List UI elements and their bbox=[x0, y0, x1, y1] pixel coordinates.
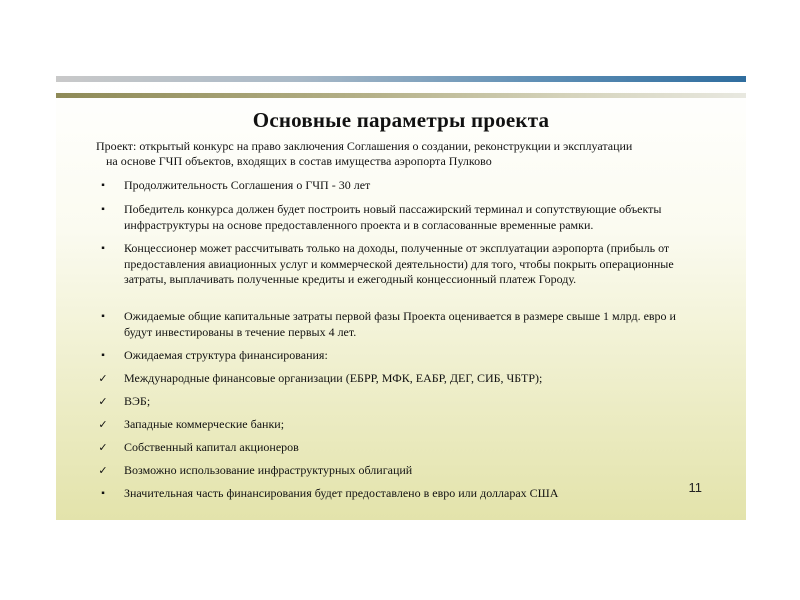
list-item-text: Западные коммерческие банки; bbox=[124, 417, 285, 431]
intro-line-1: Проект: открытый конкурс на право заключения Соглашения о создании, реконструкции и эксплуатации bbox=[96, 139, 633, 153]
list-item-text: Концессионер может рассчитывать только на доходы, полученные от эксплуатации аэропорта (прибыль от предоставления авиационных услуг и коммерческой деятельности) для того, чтобы покрыть операционные затраты, выплачивать полученные кредиты и ежегодный концессионный платеж Городу. bbox=[124, 241, 674, 286]
list-item-text: Ожидаемые общие капитальные затраты первой фазы Проекта оценивается в размере свыше 1 млрд. евро и будут инвестированы в течение первых 4 лет. bbox=[124, 309, 676, 339]
list-item-text: ВЭБ; bbox=[124, 394, 151, 408]
checkmark-icon: ✓ bbox=[98, 418, 108, 431]
bullet-icon: ▪ bbox=[101, 204, 105, 215]
project-intro bbox=[96, 139, 726, 169]
bullet-icon: ▪ bbox=[101, 243, 105, 254]
list-item bbox=[96, 371, 696, 387]
top-accent-bar bbox=[56, 76, 746, 82]
list-item bbox=[96, 417, 696, 433]
presentation-slide bbox=[56, 76, 746, 520]
list-item-text: Ожидаемая структура финансирования: bbox=[124, 348, 328, 362]
bullet-icon: ▪ bbox=[101, 350, 105, 361]
list-item bbox=[96, 394, 696, 410]
bullet-icon: ▪ bbox=[101, 488, 105, 499]
list-item-text: Продолжительность Соглашения о ГЧП - 30 лет bbox=[124, 178, 371, 192]
list-item bbox=[96, 178, 696, 194]
checkmark-icon: ✓ bbox=[98, 372, 108, 385]
list-item-text: Собственный капитал акционеров bbox=[124, 440, 299, 454]
checkmark-icon: ✓ bbox=[98, 441, 108, 454]
slide-title: Основные параметры проекта bbox=[252, 108, 550, 132]
list-item bbox=[96, 202, 696, 233]
bullet-icon: ▪ bbox=[101, 311, 105, 322]
list-item-text: Возможно использование инфраструктурных облигаций bbox=[124, 463, 413, 477]
bullet-icon: ▪ bbox=[101, 180, 105, 191]
list-item bbox=[96, 309, 696, 340]
page-number: 11 bbox=[688, 480, 702, 495]
list-item-text: Международные финансовые организации (ЕБРР, МФК, ЕАБР, ДЕГ, СИБ, ЧБТР); bbox=[124, 371, 543, 385]
checkmark-icon: ✓ bbox=[98, 464, 108, 477]
list-item bbox=[96, 348, 696, 364]
list-item bbox=[96, 486, 696, 502]
bottom-accent-bar bbox=[56, 93, 746, 98]
list-item bbox=[96, 241, 696, 288]
checkmark-icon: ✓ bbox=[98, 395, 108, 408]
intro-line-2: на основе ГЧП объектов, входящих в состав имущества аэропорта Пулково bbox=[106, 154, 492, 168]
list-item bbox=[96, 440, 696, 456]
list-item-text: Значительная часть финансирования будет предоставлено в евро или долларах США bbox=[124, 486, 559, 500]
list-item-text: Победитель конкурса должен будет построить новый пассажирский терминал и сопутствующие объекты инфраструктуры на основе предоставленного проекта и в согласованные временные рамки. bbox=[124, 202, 662, 232]
list-item bbox=[96, 463, 696, 479]
